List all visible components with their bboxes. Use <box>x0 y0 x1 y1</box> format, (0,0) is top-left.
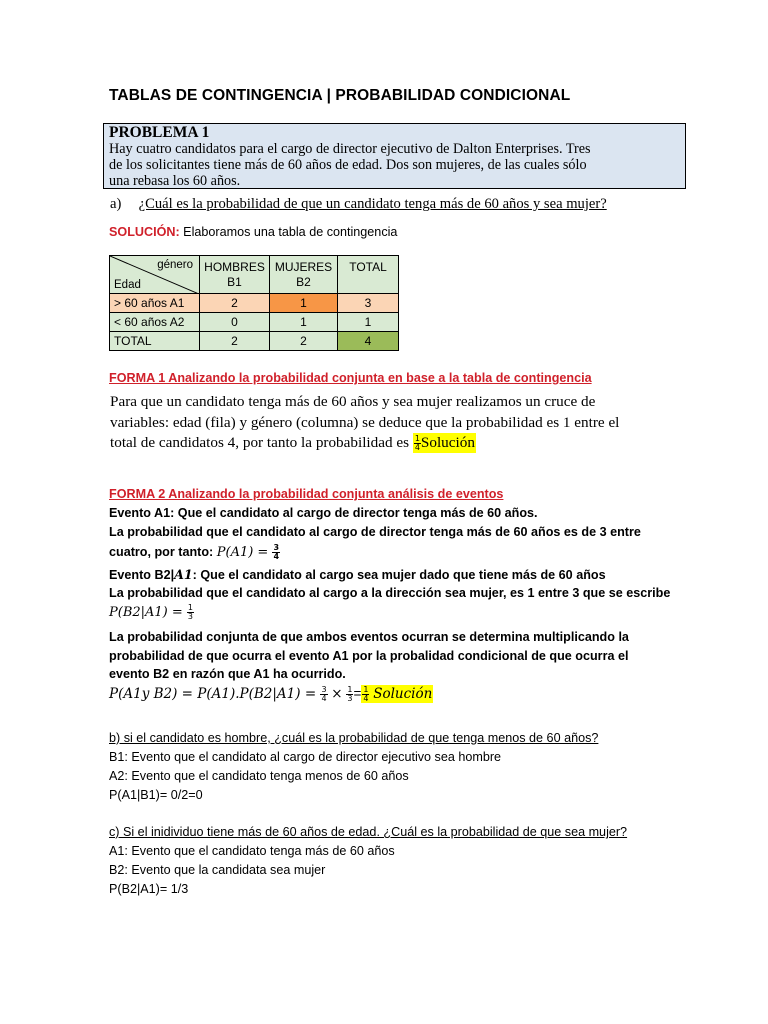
forma2-heading: FORMA 2 Analizando la probabilidad conjunta análisis de eventos <box>109 487 504 501</box>
contingency-table <box>109 255 399 351</box>
forma1-heading: FORMA 1 Analizando la probabilidad conjunta en base a la tabla de contingencia <box>109 371 592 385</box>
corner-genero: género <box>157 259 193 271</box>
formula-expression: P(A1y B2) = P(A1).P(B2|A1) = <box>109 686 321 703</box>
col-header-hombres <box>200 256 270 294</box>
evento-b2-prefix: Evento B2| <box>109 568 175 582</box>
forma1-line: variables: edad (fila) y género (columna) se deduce que la probabilidad es 1 entre el <box>110 414 620 431</box>
solution-word: Solución <box>420 434 475 451</box>
page-title: TABLAS DE CONTINGENCIA | PROBABILIDAD CONDICIONAL <box>109 87 571 104</box>
question-b-line: A2: Evento que el candidato tenga menos de 60 años <box>109 769 409 783</box>
evento-b2 <box>109 567 606 582</box>
col-header-line: TOTAL <box>349 260 387 274</box>
solucion-line <box>109 225 397 239</box>
fraction-denominator: 3 <box>347 694 353 703</box>
fraction <box>320 686 327 703</box>
fraction-numerator: 3 <box>321 685 327 694</box>
fraction-numerator: 3 <box>273 543 280 552</box>
fraction <box>362 686 369 703</box>
solucion-label: SOLUCIÓN: <box>109 225 180 239</box>
problem-line: una rebasa los 60 años. <box>109 173 241 189</box>
question-b-heading: b) si el candidato es hombre, ¿cuál es la probabilidad de que tenga menos de 60 años? <box>109 731 599 745</box>
col-header-line: B2 <box>296 274 311 289</box>
table-row <box>110 313 399 332</box>
evento-b2-math: A1 <box>174 567 193 582</box>
question-c-heading: c) Si el inidividuo tiene más de 60 años de edad. ¿Cuál es la probabilidad de que sea mujer? <box>109 825 628 839</box>
corner-edad: Edad <box>114 279 141 291</box>
forma1-solution-highlight <box>413 433 476 453</box>
forma1-line-text: total de candidatos 4, por tanto la probabilidad es <box>110 434 413 451</box>
equals-sign: = <box>353 686 362 702</box>
fraction-numerator: 1 <box>187 603 194 613</box>
pb2-line <box>109 604 194 621</box>
forma2-solution-highlight <box>361 685 433 703</box>
table-cell-total: 4 <box>338 332 399 351</box>
table-cell: 0 <box>200 313 270 332</box>
evento-a1: Evento A1: Que el candidato al cargo de director tenga más de 60 años. <box>109 506 538 520</box>
col-header-line: HOMBRES <box>204 259 265 274</box>
question-b-line: B1: Evento que el candidato al cargo de director ejecutivo sea hombre <box>109 750 502 764</box>
fraction-denominator: 4 <box>273 552 280 561</box>
forma1-line: Para que un candidato tenga más de 60 años y sea mujer realizamos un cruce de <box>110 393 596 410</box>
fraction <box>187 604 194 621</box>
fraction-numerator: 1 <box>363 685 369 694</box>
fraction <box>414 435 421 452</box>
question-c-line: A1: Evento que el candidato tenga más de 60 años <box>109 844 395 858</box>
problem-heading: PROBLEMA 1 <box>109 124 210 141</box>
forma2-line: evento B2 en razón que A1 ha ocurrido. <box>109 667 346 681</box>
table-cell: 2 <box>200 332 270 351</box>
problem-box <box>103 123 686 189</box>
fraction-numerator: 1 <box>414 434 420 444</box>
row-label: > 60 años A1 <box>110 294 200 313</box>
times-sign: × <box>331 686 343 703</box>
joint-probability-formula <box>109 686 433 703</box>
question-a <box>110 196 607 213</box>
forma1-line-last <box>110 434 476 452</box>
col-header-total <box>338 256 399 294</box>
table-cell: 1 <box>338 313 399 332</box>
question-b-line: P(A1|B1)= 0/2=0 <box>109 788 203 802</box>
question-a-text: ¿Cuál es la probabilidad de que un candidato tenga más de 60 años y sea mujer? <box>138 196 607 212</box>
fraction-denominator: 4 <box>321 694 327 703</box>
table-corner-cell <box>110 256 200 294</box>
problem-line: de los solicitantes tiene más de 60 años de edad. Dos son mujeres, de las cuales sólo <box>109 157 587 173</box>
row-label: < 60 años A2 <box>110 313 200 332</box>
table-cell: 1 <box>270 313 338 332</box>
fraction-denominator: 3 <box>187 612 194 622</box>
table-cell-highlight: 1 <box>270 294 338 313</box>
fraction-numerator: 1 <box>347 685 353 694</box>
forma2-line: La probabilidad que el candidato al cargo de director tenga más de 60 años es de 3 entre <box>109 525 641 539</box>
forma2-line: La probabilidad que el candidato al cargo a la dirección sea mujer, es 1 entre 3 que se escribe <box>109 586 671 600</box>
table-cell: 2 <box>200 294 270 313</box>
table-cell: 2 <box>270 332 338 351</box>
table-row <box>110 332 399 351</box>
problem-line: Hay cuatro candidatos para el cargo de director ejecutivo de Dalton Enterprises. Tres <box>109 141 591 157</box>
forma2-line: probabilidad de que ocurra el evento A1 por la probalidad condicional de que ocurra el <box>109 649 629 663</box>
solucion-text: Elaboramos una tabla de contingencia <box>179 225 398 239</box>
solution-word: Solución <box>373 686 433 703</box>
evento-b2-suffix: : Que el candidato al cargo sea mujer dado que tiene más de 60 años <box>192 568 606 582</box>
pb2-expression: P(B2|A1) = <box>109 605 187 620</box>
pa1-prefix: cuatro, por tanto: <box>109 544 217 559</box>
question-c-line: P(B2|A1)= 1/3 <box>109 882 189 896</box>
fraction-denominator: 4 <box>414 443 420 453</box>
question-a-label: a) <box>110 196 122 212</box>
forma2-line: La probabilidad conjunta de que ambos eventos ocurran se determina multiplicando la <box>109 630 629 644</box>
fraction <box>272 544 280 561</box>
col-header-mujeres <box>270 256 338 294</box>
pa1-line <box>109 544 280 561</box>
table-row <box>110 294 399 313</box>
question-c-line: B2: Evento que la candidata sea mujer <box>109 863 326 877</box>
row-label: TOTAL <box>110 332 200 351</box>
fraction-denominator: 4 <box>363 694 369 703</box>
pa1-expression: P(A1) = <box>216 544 273 560</box>
col-header-line: B1 <box>227 274 242 289</box>
col-header-line: MUJERES <box>274 259 333 274</box>
table-cell: 3 <box>338 294 399 313</box>
